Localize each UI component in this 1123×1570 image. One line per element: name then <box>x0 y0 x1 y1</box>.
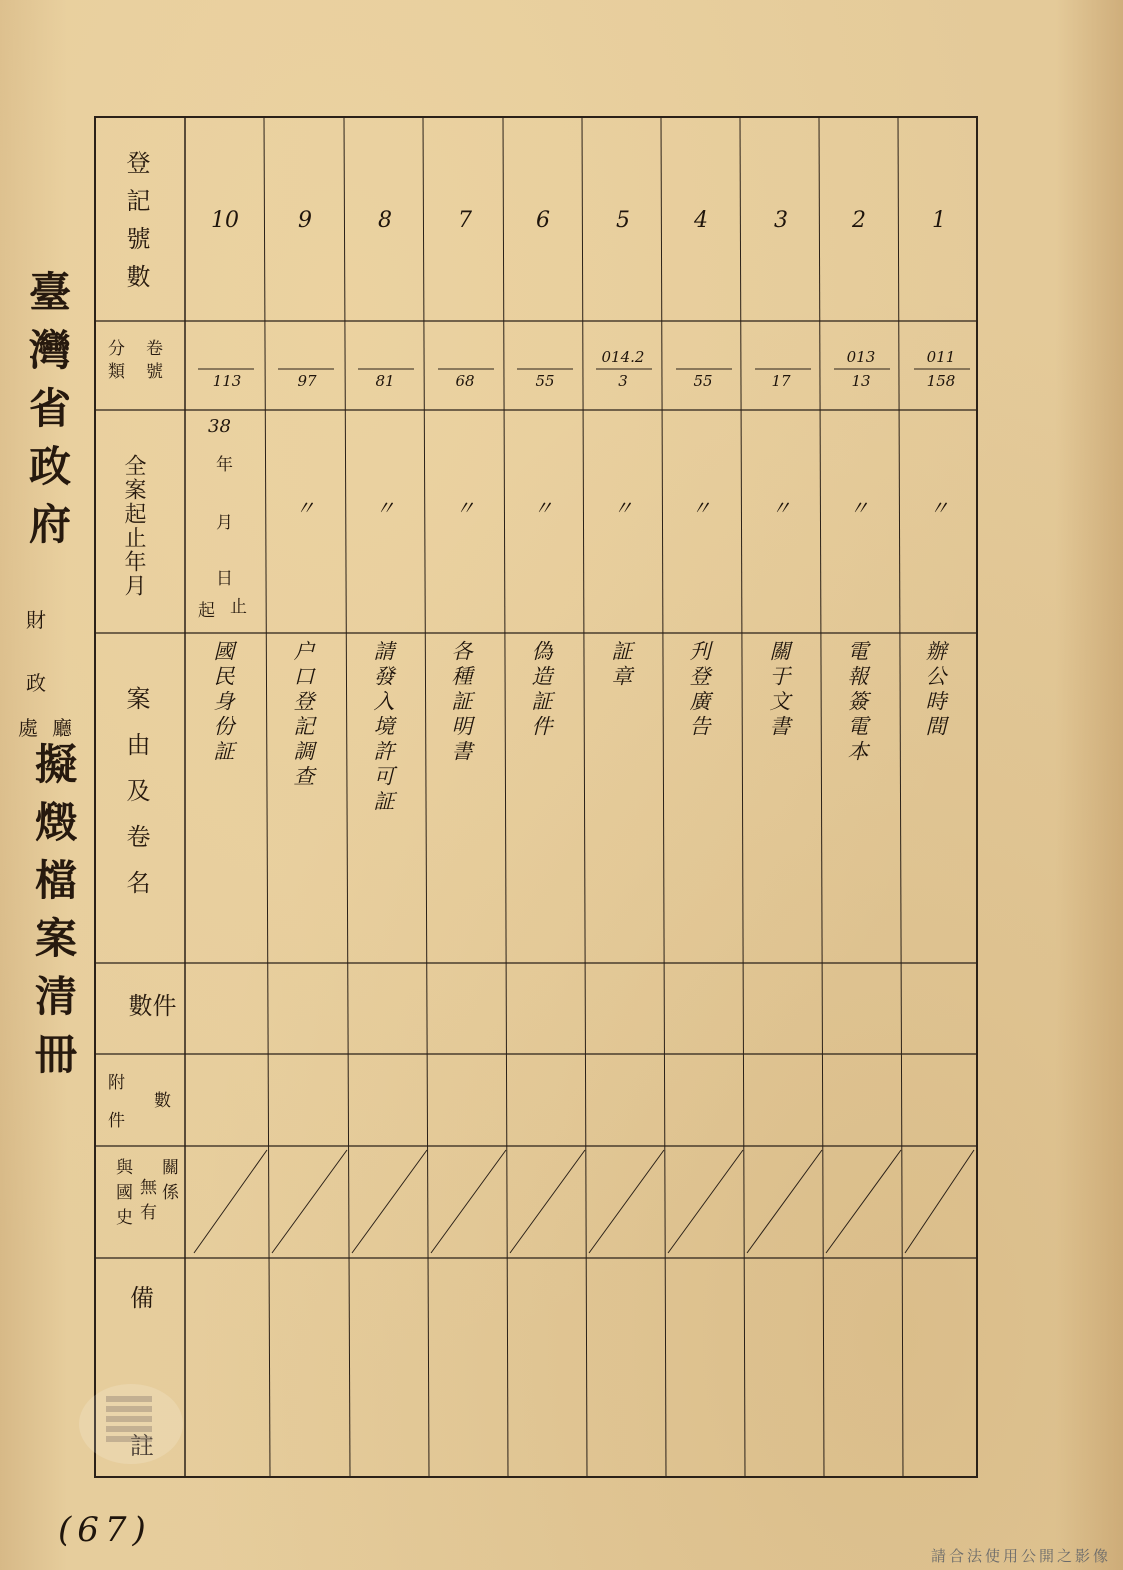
table-row-reg-no: 8 <box>378 208 392 233</box>
table-row-volume: 68 <box>455 372 475 390</box>
table-row-case: 關于文書 <box>767 640 792 740</box>
table-row-date: 〃 <box>613 496 633 520</box>
table-row-date: 〃 <box>771 496 791 520</box>
table-row-class-code: 014.2 <box>601 348 645 366</box>
table-row-reg-no: 10 <box>211 208 239 233</box>
table-row-date: 〃 <box>929 496 949 520</box>
table-row-date: 〃 <box>691 496 711 520</box>
date-end-label: 止 <box>230 597 247 617</box>
date-day-label: 日 <box>216 569 233 589</box>
table-row-volume: 3 <box>618 372 628 390</box>
table-row-volume: 17 <box>771 372 791 390</box>
header-case-title: 案由及卷名 <box>122 686 150 916</box>
table-row-volume: 13 <box>851 372 871 390</box>
table-row-volume: 113 <box>212 372 242 390</box>
table-row-volume: 81 <box>375 372 395 390</box>
table-row-reg-no: 3 <box>774 208 788 233</box>
header-item-count: 件數 <box>124 993 176 1029</box>
table-grid <box>94 116 978 1478</box>
header-attachment-count: 數 <box>154 1091 171 1111</box>
table-row-class-code: 013 <box>846 348 876 366</box>
header-history-col3: 關係 <box>157 1158 178 1208</box>
header-attachment-label-top: 附 <box>108 1073 125 1093</box>
header-history-col1: 與國史 <box>111 1158 132 1233</box>
header-volume-number: 卷號 <box>146 339 163 382</box>
table-row-date: 〃 <box>375 496 395 520</box>
table-row-case: 國民身份証 <box>211 640 236 765</box>
table-row-reg-no: 4 <box>694 208 708 233</box>
table-row-case: 辦公時間 <box>923 640 948 740</box>
table-row-date: 38 <box>208 416 231 437</box>
department-char: 財 <box>26 608 60 632</box>
table-row-reg-no: 6 <box>536 208 550 233</box>
table-row-date: 〃 <box>455 496 475 520</box>
table-row-volume: 158 <box>926 372 956 390</box>
header-classification-label: 分類 <box>108 339 125 382</box>
table-row-reg-no: 2 <box>852 208 866 233</box>
table-row-date: 〃 <box>533 496 553 520</box>
table-row-date: 〃 <box>295 496 315 520</box>
document-title: 臺灣省政府 <box>23 270 72 560</box>
table-row-reg-no: 5 <box>616 208 630 233</box>
department-char: 政 <box>26 671 60 695</box>
ledger-table <box>94 116 978 1478</box>
table-row-volume: 55 <box>693 372 713 390</box>
table-row-case: 户口登記調查 <box>291 640 316 790</box>
table-row-case: 刋登廣告 <box>687 640 712 740</box>
table-row-reg-no: 9 <box>298 208 312 233</box>
table-row-case: 証章 <box>609 640 634 690</box>
department-name-line1 <box>26 604 60 696</box>
archive-logo-watermark <box>76 1374 186 1469</box>
table-row-reg-no: 1 <box>932 208 946 233</box>
header-registration-number: 登記號數 <box>122 150 150 302</box>
table-row-reg-no: 7 <box>458 208 472 233</box>
table-row-case: 偽造証件 <box>529 640 554 740</box>
document-subtitle: 擬燬檔案清冊 <box>29 742 78 1090</box>
department-char: 廳 <box>52 716 76 740</box>
usage-watermark: 請合法使用公開之影像 <box>930 1547 1111 1565</box>
date-start-label: 起 <box>198 601 215 621</box>
table-row-volume: 55 <box>535 372 555 390</box>
date-month-label: 月 <box>216 513 233 533</box>
table-row-case: 各種証明書 <box>449 640 474 765</box>
table-row-volume: 97 <box>297 372 317 390</box>
table-row-case: 請發入境許可証 <box>371 640 396 815</box>
page-number: (67) <box>58 1510 152 1550</box>
table-row-date: 〃 <box>849 496 869 520</box>
date-year-label: 年 <box>216 455 233 475</box>
header-attachment-label-bottom: 件 <box>108 1111 125 1131</box>
table-row-class-code: 011 <box>926 348 956 366</box>
header-remarks-top: 備 <box>130 1284 168 1312</box>
department-char: 處 <box>18 716 42 740</box>
table-row-case: 電報簽電本 <box>845 640 870 765</box>
header-remarks-bottom: 註 <box>130 1432 168 1460</box>
header-date-range: 全案起止年月 <box>121 454 146 598</box>
header-history-col2: 無有 <box>135 1178 156 1228</box>
